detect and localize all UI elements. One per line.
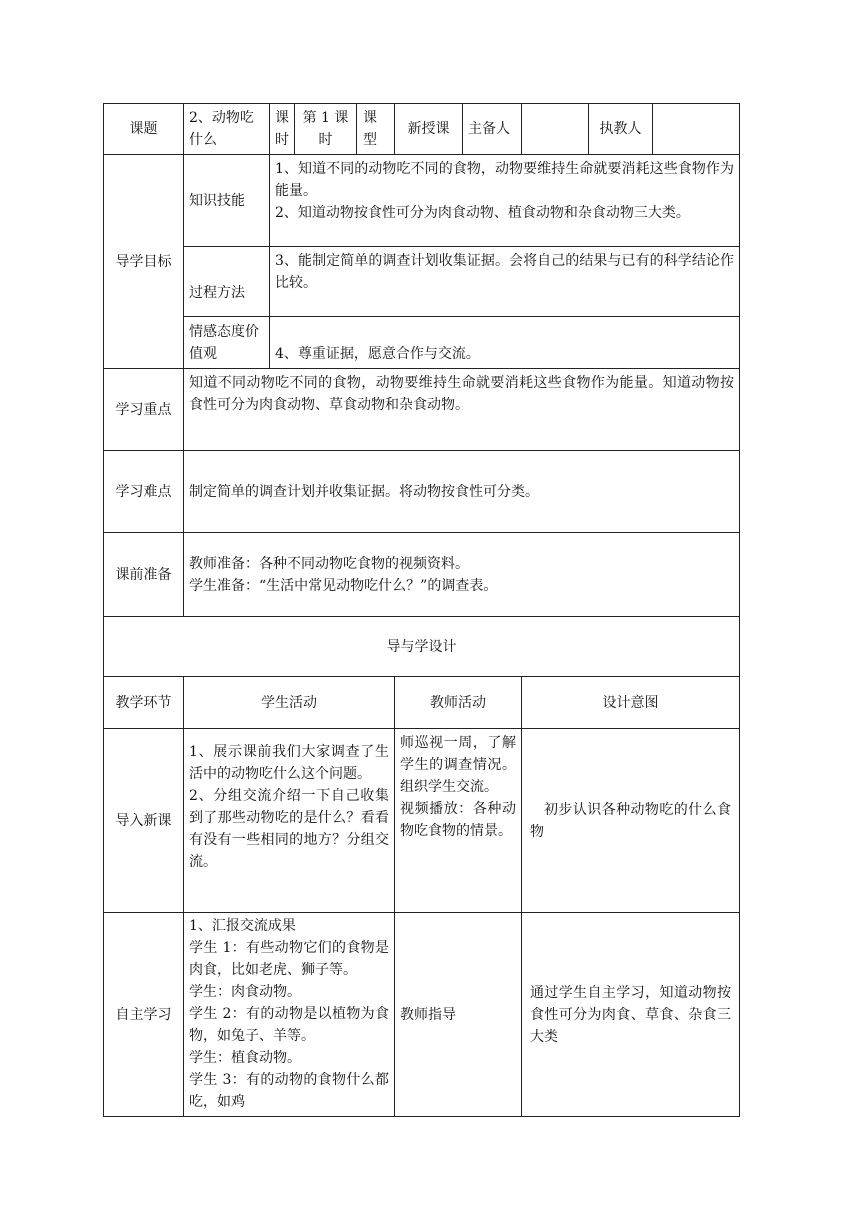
difficulties-row [104,451,740,533]
col-student-header: 学生活动 [184,677,395,729]
topic-label: 课题 [104,104,184,155]
teacher-activity-cell: 教师指导 [395,913,522,1117]
col-stage-header: 教学环节 [104,677,184,729]
teacher-value [653,104,740,155]
design-row-intro [104,729,740,913]
stage-cell: 导入新课 [104,729,184,913]
period-label: 课时 [270,104,295,155]
difficulties-label: 学习难点 [104,451,184,533]
col-teacher-header: 教师活动 [395,677,522,729]
key-points-row [104,369,740,451]
objective-process-row [104,247,740,317]
process-text: 3、能制定简单的调查计划收集证据。会将自己的结果与已有的科学结论作比较。 [270,247,740,317]
preparer-value [522,104,589,155]
design-row-self-study [104,913,740,1117]
col-intent-header: 设计意图 [522,677,740,729]
lesson-plan-table [103,103,740,1117]
period-value: 第 1 课时 [295,104,357,155]
header-row [104,104,740,155]
teacher-label: 执教人 [589,104,653,155]
process-label: 过程方法 [184,247,270,317]
preparation-label: 课前准备 [104,533,184,617]
emotion-text: 4、尊重证据，愿意合作与交流。 [270,317,740,369]
design-header-row [104,677,740,729]
objectives-label: 导学目标 [104,155,184,369]
emotion-label: 情感态度价值观 [184,317,270,369]
knowledge-label: 知识技能 [184,155,270,247]
student-activity-cell: 1、展示课前我们大家调查了生活中的动物吃什么这个问题。 2、分组交流介绍一下自己收集到了那些动物吃的是什么？看看有没有一些相同的地方？分组交流。 [184,729,395,913]
teacher-activity-cell: 师巡视一周，了解学生的调查情况。组织学生交流。 视频播放：各种动物吃食物的情景。 [395,729,522,913]
preparation-row [104,533,740,617]
type-label: 课型 [357,104,395,155]
preparation-text: 教师准备：各种不同动物吃食物的视频资料。 学生准备：“生活中常见动物吃什么？”的调查表。 [184,533,740,617]
student-activity-cell: 1、汇报交流成果 学生 1：有些动物它们的食物是肉食，比如老虎、狮子等。 学生：肉食动物。 学生 2：有的动物是以植物为食物，如兔子、羊等。 学生：植食动物。 学生 3：有的动物的食物什么都吃，如鸡 [184,913,395,1117]
design-title-row [104,617,740,677]
preparer-label: 主备人 [463,104,522,155]
key-points-text: 知道不同动物吃不同的食物，动物要维持生命就要消耗这些食物作为能量。知道动物按食性可分为肉食动物、草食动物和杂食动物。 [184,369,740,451]
design-title: 导与学设计 [104,617,740,677]
knowledge-text: 1、知道不同的动物吃不同的食物，动物要维持生命就要消耗这些食物作为能量。 2、知道动物按食性可分为肉食动物、植食动物和杂食动物三大类。 [270,155,740,247]
objective-emotion-row [104,317,740,369]
type-value: 新授课 [395,104,463,155]
topic-value: 2、动物吃什么 [184,104,270,155]
stage-cell: 自主学习 [104,913,184,1117]
objective-knowledge-row [104,155,740,247]
difficulties-text: 制定简单的调查计划并收集证据。将动物按食性可分类。 [184,451,740,533]
intent-cell: 初步认识各种动物吃的什么食物 [522,729,740,913]
intent-cell: 通过学生自主学习，知道动物按食性可分为肉食、草食、杂食三大类 [522,913,740,1117]
key-points-label: 学习重点 [104,369,184,451]
